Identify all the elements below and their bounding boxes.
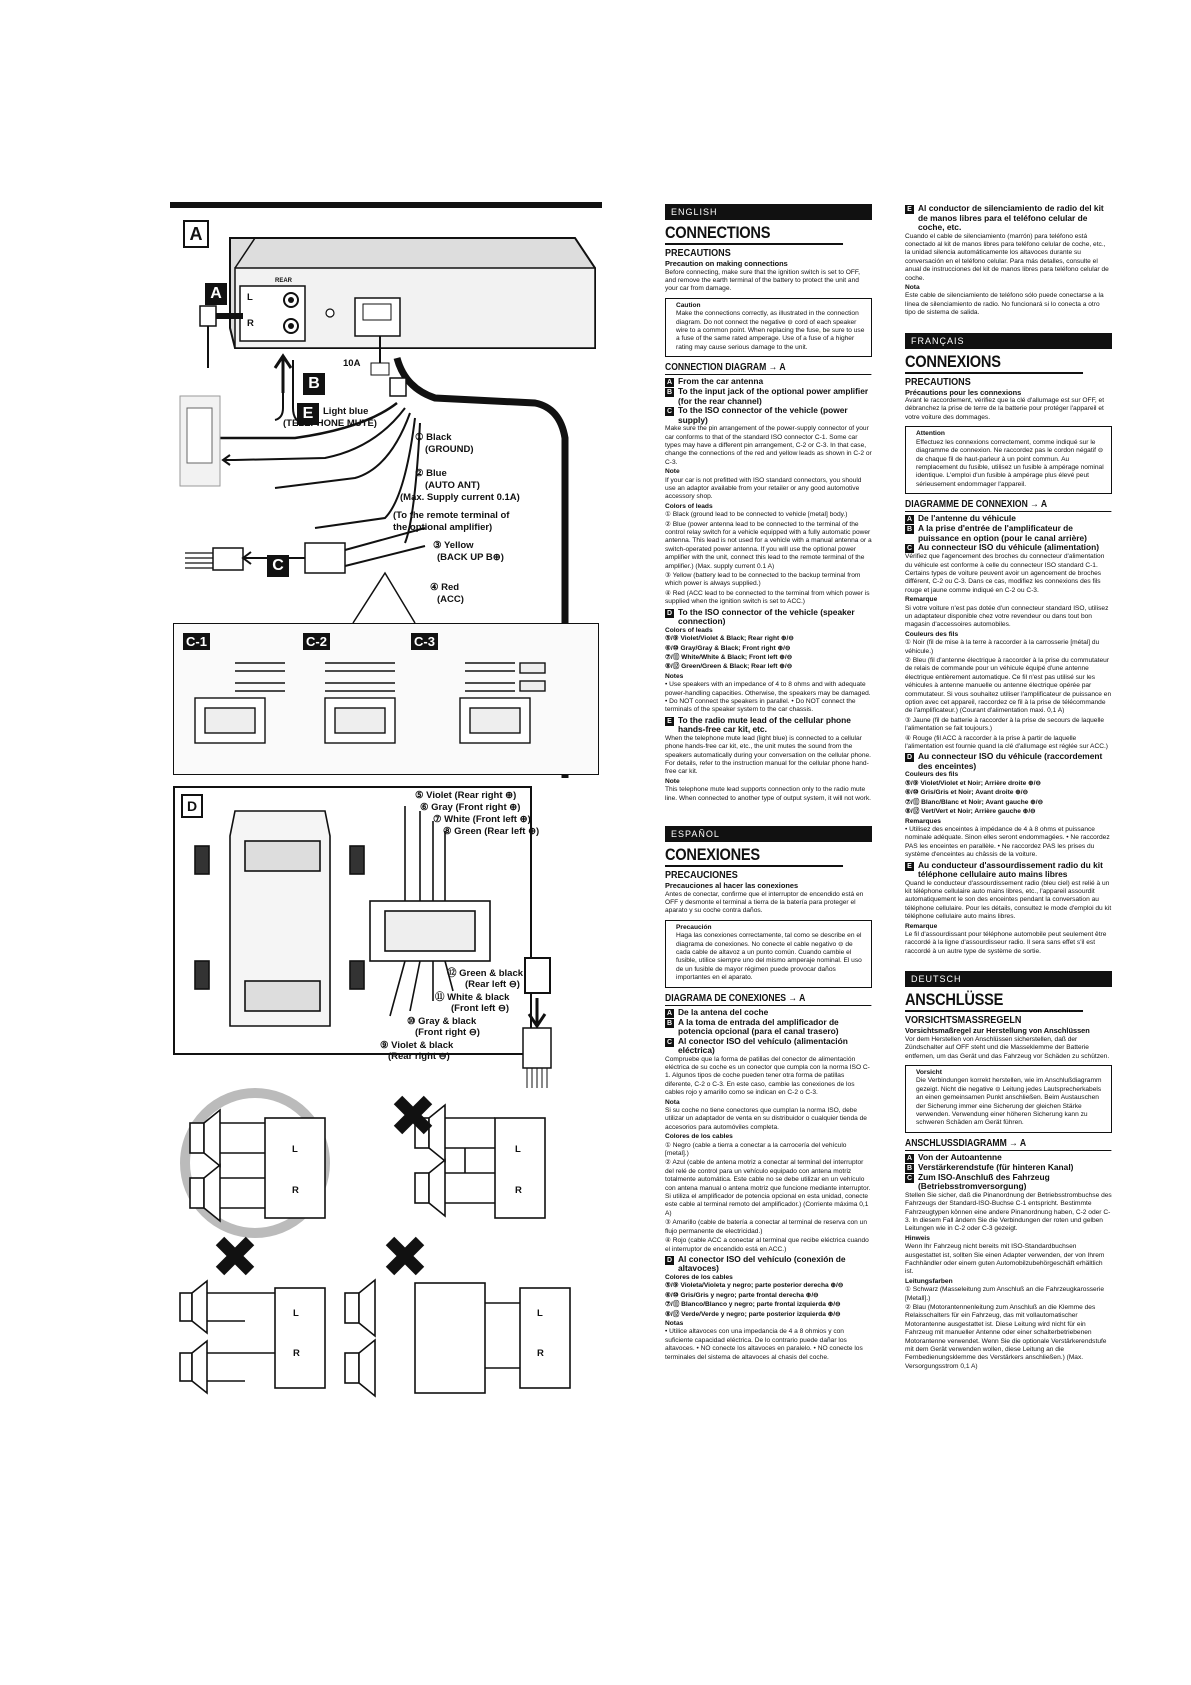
german-a-item: A Von der Autoantenne (906, 1151, 1002, 1162)
acc-label: (ACC) (437, 594, 464, 605)
french-caution-box (905, 426, 1112, 494)
l-label: L (247, 292, 253, 303)
spanish-precautions: PRECAUCIONES (665, 869, 738, 881)
white-black-label: ⑪ White & black (435, 992, 510, 1003)
spanish-notes: Notas (665, 1319, 684, 1327)
english-c-text: Make sure the pin arrangement of the power-supply connector of your car conforms to that of the standard ISO connector C-1. Some car types may have a different pin arrangement, C-2 or C-3. In that case, change the connections of the red and yellow leads as shown in C-2 or C-3. (665, 425, 872, 466)
french-lead-3: ③ Jaune (fil de batterie à raccorder à la prise de secours de laquelle l'alimentation se fait toujours.) (905, 716, 1105, 733)
spanish-colors: Colores de los cables (665, 1133, 733, 1141)
fuse-label: 10A (343, 358, 361, 369)
violet-black-label: ⑨ Violet & black (380, 1040, 454, 1051)
speaker-r-label-3: R (293, 1348, 300, 1359)
german-lead-2: ② Blau (Motorantennenleitung zum Anschluß an die Klemme des Relaisschalters für ein Fahrzeug, das mit vollautomatischer Motorantenne ausgestattet ist. Diese Leitung wird nicht für ein Fahrzeug mit manueller Antenne oder einer schalterbetriebenen Motorantenne verwendet. Wenn Sie die optionale Verstärkerendstufe mit dem Gerät verwenden wollen, diese Leitung an die Fernbedienungsklemme des Verstärkers anschließen.) (Max. Versorgungsstrom 0,1 A) (905, 1304, 1107, 1370)
english-notes-text: • Use speakers with an impedance of 4 to 8 ohms and with adequate power-handling capacities. Otherwise, the speakers may be damaged. • Do NOT connect the speakers in parallel. • Do NOT connect the terminals of the speaker system to the car chassis. (665, 681, 871, 714)
spanish-speaker-2: ⑥/⑩ Gris/Gris y negro; parte frontal derecha ⊕/⊖ (665, 1291, 819, 1299)
spanish-prec-text: Antes de conectar, confirme que el interruptor de encendido está en OFF y desmonte el terminal a tierra de la batería para proteger el aparato y su coche contra daños. (665, 890, 864, 915)
spanish-colors-2: Colores de los cables (665, 1273, 733, 1281)
french-lead-1: ① Noir (fil de mise à la terre à raccorder à la carrosserie [métal] du véhicule.) (905, 639, 1100, 655)
yellow-label: ③ Yellow (433, 540, 474, 551)
spanish-title: CONEXIONES (665, 846, 843, 867)
german-colors: Leitungsfarben (905, 1277, 953, 1285)
rear-label: REAR (275, 278, 293, 284)
french-note: Remarque (905, 596, 938, 604)
spanish-note: Nota (665, 1098, 680, 1106)
german-title: ANSCHLÜSSE (905, 991, 1083, 1012)
french-speaker-2: ⑥/⑩ Gris/Gris et Noir; Avant droite ⊕/⊖ (905, 789, 1029, 797)
white-front-left-label: ⑦ White (Front left ⊕) (433, 814, 531, 825)
german-precautions: VORSICHTSMASSREGELN (905, 1014, 1022, 1027)
english-colors-2: Colors of leads (665, 626, 713, 634)
french-lead-4: ④ Rouge (fil ACC à raccorder à la prise à partir de laquelle l'alimentation est fournie quand la clé d'allumage est réglée sur ACC.) (905, 734, 1109, 751)
gray-black-sub: (Front right ⊖) (415, 1027, 480, 1038)
marker-e-icon: E (297, 403, 319, 425)
black-label: ① Black (415, 432, 452, 443)
english-e-text: When the telephone mute lead (light blue) is connected to a cellular phone hands-free car kit, etc., the unit mutes the sound from the speakers automatically during your conversation on the cellular phone. For details, refer to the instruction manual for the cellular phone hand-free car kit. (665, 734, 871, 776)
english-lead-3: ③ Yellow (battery lead to be connected to the backup terminal from which power is always supplied.) (665, 572, 861, 588)
french-prec-sub: Précautions pour les connexions (905, 387, 1022, 397)
marker-c-icon: C (267, 555, 289, 577)
speaker-wiring-diagrams (175, 1088, 605, 1478)
c2-marker: C-2 (303, 633, 330, 650)
german-heading: DEUTSCH (905, 971, 1112, 987)
english-d-item: D To the ISO connector of the vehicle (speaker connection) (666, 606, 855, 627)
speaker-r-label-1: R (292, 1185, 299, 1196)
c-connectors-drawing (175, 623, 605, 778)
french-notes-text: • Utilisez des enceintes à impédance de 4 à 8 ohms et puissance nominale adéquate. Sinon elles seront endommagées. • Ne raccordez PAS les enceintes en parallèle. • Ne raccordez PAS les prises du système d'enceintes au châssis de la voiture. (905, 825, 1110, 859)
max-supply-label: (Max. Supply current 0.1A) (400, 492, 520, 503)
german-b-item: B Verstärkerendstufe (für hinteren Kanal) (906, 1161, 1074, 1172)
german-prec-text: Vor dem Herstellen von Anschlüssen sicherstellen, daß der Zündschalter auf OFF steht und die Masseklemme der Batterie entfernen, um das Gerät und das Fahrzeug vor Schäden zu schützen. (905, 1035, 1110, 1060)
spanish-e-item: E Al conductor de silenciamiento de radio del kit de manos libres para el teléfono celular de coche, etc. (905, 204, 1112, 233)
spanish-caution-text: Haga las conexiones correctamente, tal como se describe en el diagrama de conexiones. No conecte el cable negativo ⊖ de cada cable de altavoz a un punto común. Cuando cambie el fusible, utilice siempre uno del mismo amperaje nominal. El uso de un fusible de mayor régimen puede provocar daños importantes en el aparato. (676, 932, 862, 982)
english-e-item: E To the radio mute lead of the cellular phone hands-free car kit, etc. (665, 716, 872, 735)
english-prec-sub: Precaution on making connections (665, 259, 788, 268)
english-lead-4: ④ Red (ACC lead to be connected to the terminal from which power is supplied when the ignition switch is set to ACC.) (665, 589, 870, 606)
spanish-c-item: C Al conector ISO del vehículo (alimentación eléctrica) (666, 1035, 848, 1056)
ground-label: (GROUND) (425, 444, 474, 455)
french-lead-2: ② Bleu (fil d'antenne électrique à raccorder à la prise du commutateur de relais de commande pour un véhicule équipé d'une antenne électrique entièrement automatique. Ce fil n'est pas utilisé sur les véhicules à antenne manuelle ou antenne électrique opérée par commutateur. Si vous souhaitez utiliser l'amplificateur de puissance en option avec cet appareil, raccordez ce fil à la prise de télécommande de l'amplificateur.) (Courant d'alimentation maxi. 0,1 A) (905, 657, 1112, 715)
telephone-mute-label: (TELEPHONE MUTE) (283, 418, 377, 429)
violet-rear-right-label: ⑤ Violet (Rear right ⊕) (415, 790, 517, 801)
backup-label: (BACK UP B⊕) (437, 552, 504, 563)
green-rear-left-label: ⑧ Green (Rear left ⊕) (443, 826, 540, 837)
spanish-lead-1: ① Negro (cable a tierra a conectar a la carrocería del vehículo [metal].) (665, 1141, 847, 1158)
french-heading: FRANÇAIS (905, 333, 1112, 349)
c1-marker: C-1 (183, 633, 210, 650)
speaker-l-label-3: L (293, 1308, 299, 1319)
english-c-item: C To the ISO connector of the vehicle (power supply) (666, 405, 848, 425)
german-prec-sub: Vorsichtsmaßregel zur Herstellung von Anschlüssen (905, 1026, 1090, 1036)
spanish-caution-title: Precaución (676, 923, 712, 931)
diagram-panel (175, 198, 605, 1498)
english-caution-box (665, 298, 872, 357)
c3-marker: C-3 (411, 633, 438, 650)
french-a-item: A De l'antenne du véhicule (906, 513, 1016, 524)
english-a-item: A From the car antenna (666, 376, 764, 387)
french-speaker-3: ⑦/⑪ Blanc/Blanc et Noir; Avant gauche ⊕/⊖ (905, 798, 1044, 806)
english-note-2-text: This telephone mute lead supports connection only to the radio mute line. When connected to another type of output system, it will not work. (665, 786, 871, 802)
spanish-prec-sub: Precauciones al hacer las conexiones (665, 881, 799, 890)
french-colors: Couleurs des fils (905, 630, 959, 638)
marker-b-icon: B (303, 373, 325, 395)
english-notes: Notes (665, 672, 684, 680)
white-black-sub: (Front left ⊖) (451, 1003, 510, 1014)
french-diagram-title: DIAGRAMME DE CONNEXION → A (905, 499, 1111, 512)
german-lead-1: ① Schwarz (Masseleitung zum Anschluß an die Fahrzeugkarosserie [Metall].) (905, 1286, 1105, 1302)
marker-a-icon: A (205, 283, 227, 305)
french-note-2-text: Le fil d'assourdissant pour téléphone automobile peut seulement être raccordé à la ligne d'assourdisseur radio. Il sera sans effet s'il est raccordé à un autre type de système de sortie. (905, 930, 1107, 955)
spanish-lead-4: ④ Rojo (cable ACC a conectar al terminal que recibe eléctrica cuando el interruptor de encendido está en ACC.) (665, 1237, 869, 1253)
section-a-marker: A (183, 220, 209, 248)
french-speaker-1: ⑤/⑨ Violet/Violet et Noir; Arrière droite ⊕/⊖ (905, 779, 1041, 787)
french-speaker-4: ⑧/⑫ Vert/Vert et Noir; Arrière gauche ⊕/⊖ (905, 808, 1036, 816)
green-black-sub: (Rear left ⊖) (465, 979, 520, 990)
french-prec-text: Avant le raccordement, vérifiez que la clé d'allumage est sur OFF, et débranchez la prise de terre de la batterie pour protéger l'appareil et votre voiture des dommages. (905, 397, 1105, 421)
spanish-c-text: Compruebe que la forma de patillas del conector de alimentación eléctrica de su coche es un conector que cumpla con la norma ISO C-1. Algunos tipos de coche pueden tener otra forma de patillas diferente, C-2 o C-3. En este caso, cambie las conexiones de los cables rojo y amarillo como se indican en C-2 o C-3. (665, 1055, 870, 1097)
german-c-item: C Zum ISO-Anschluß des Fahrzeug (Betriebsstromversorgung) (906, 1171, 1050, 1192)
english-caution-title: Caution (676, 301, 701, 309)
speaker-r-label-4: R (537, 1348, 544, 1359)
german-diagram-title: ANSCHLUSSDIAGRAMM → A (905, 1138, 1111, 1151)
speaker-r-label-2: R (515, 1185, 522, 1196)
french-colors-2: Couleurs des fils (905, 771, 959, 779)
french-caution-text: Effectuez les connexions correctement, comme indiqué sur le diagramme de connexion. Ne raccordez pas le cordon négatif ⊖ de chaque fil de haut-parleur à un point commun. Au remplacement du fusible, utilisez un fusible à ampérage nominal identique. L'emploi d'un fusible à ampérage plus élevé peut sérieusement endommager l'appareil. (916, 438, 1104, 488)
gray-front-right-label: ⑥ Gray (Front right ⊕) (420, 802, 521, 813)
english-note: Note (665, 468, 680, 476)
english-speaker-3: ⑦/⑪ White/White & Black; Front left ⊕/⊖ (665, 653, 793, 661)
blue-label: ② Blue (415, 468, 447, 479)
spanish-speaker-3: ⑦/⑪ Blanco/Blanco y negro; parte frontal izquierda ⊕/⊖ (665, 1301, 841, 1309)
english-b-item: B To the input jack of the optional power amplifier (for the rear channel) (666, 386, 869, 406)
auto-ant-label: (AUTO ANT) (425, 480, 480, 491)
spanish-b-item: B A la toma de entrada del amplificador de potencia opcional (para el canal trasero) (666, 1016, 839, 1037)
french-c-item: C Au connecteur ISO du véhicule (alimentation) (906, 542, 1100, 553)
english-lead-1: ① Black (ground lead to be connected to vehicle [metal] body.) (665, 511, 848, 519)
french-note-2: Remarque (905, 922, 938, 930)
french-e-item: E Au conducteur d'assourdissement radio du kit téléphone cellulaire auto mains libres (905, 861, 1112, 880)
speaker-l-label-2: L (515, 1144, 521, 1155)
spanish-speaker-1: ⑤/⑨ Violeta/Violeta y negro; parte posterior derecha ⊕/⊖ (665, 1282, 844, 1290)
german-caution-text: Die Verbindungen korrekt herstellen, wie im Anschlußdiagramm gezeigt. Nicht die negative ⊖ Leitung jedes Lautsprecherkabels an einen gemeinsamen Punkt anschließen. Beim Austauschen der Sicherung immer eine Sicherung der gleichen Stärke verwenden. Verwendung einer höheren Sicherung kann zu schweren Schäden am Gerät führen. (916, 1077, 1102, 1127)
french-e-text: Quand le conducteur d'assourdissement radio (bleu ciel) est relié à un kit téléphone cellulaire auto mains libres, etc., l'appareil assourdit automatiquement le son des enceintes pendant la conversation au téléphone cellulaire. Pour les détails, consultez le mode d'emploi du kit téléphone cellulaire auto mains libres. (905, 879, 1112, 921)
german-note: Hinweis (905, 1234, 930, 1242)
german-note-text: Wenn Ihr Fahrzeug nicht bereits mit ISO-Standardbuchsen ausgestattet ist, sollten Sie einen Adapter verwenden, der von Ihrem Fachhändler oder einem guten Automobilzubehörgeschäft erhältlich ist. (905, 1243, 1105, 1276)
remote-label-1: (To the remote terminal of (393, 510, 510, 521)
spanish-speaker-4: ⑧/⑫ Verde/Verde y negro; parte posterior izquierda ⊕/⊖ (665, 1310, 841, 1318)
english-diagram-title: CONNECTION DIAGRAM → A (665, 362, 871, 375)
remote-label-2: the optional amplifier) (393, 522, 493, 533)
english-speaker-1: ⑤/⑨ Violet/Violet & Black; Rear right ⊕/⊖ (665, 635, 794, 643)
spanish-note-2: Nota (905, 283, 920, 291)
english-note-text: If your car is not prefitted with ISO standard connectors, you should use an adaptor available from your retailer or any good automotive accessory shop. (665, 476, 862, 501)
french-title: CONNEXIONS (905, 353, 1083, 374)
spanish-diagram-title: DIAGRAMA DE CONEXIONES → A (665, 993, 871, 1006)
french-precautions: PRECAUTIONS (905, 375, 971, 388)
french-c-text: Vérifiez que l'agencement des broches du connecteur d'alimentation du véhicule est conforme à celle du connecteur ISO standard C-1. Certains types de voiture peuvent avoir un agencement de broches différent, C-2 ou C-3. Dans ce cas, modifiez les connexions des fils rouge et jaune comme indiqué en C-2 ou C-3. (905, 553, 1105, 594)
english-heading: ENGLISH (665, 204, 872, 220)
english-colors: Colors of leads (665, 502, 713, 510)
german-caution-title: Vorsicht (916, 1068, 942, 1076)
spanish-french-german-column (905, 204, 1112, 1372)
english-spanish-column (665, 204, 872, 1363)
spanish-note-text: Si su coche no tiene conectores que cumplan la norma ISO, debe utilizar un adaptador de venta en su distribuidor o cualquier tienda de accesorios para automóviles completa. (665, 1107, 867, 1131)
english-prec-text: Before connecting, make sure that the ignition switch is set to OFF, and remove the earth terminal of the battery to protect the unit and your car from damage. (665, 268, 860, 293)
green-black-label: ⑫ Green & black (447, 968, 524, 979)
english-lead-2: ② Blue (power antenna lead to be connected to the terminal of the control relay switch for a vehicle equipped with a fully automatic power antenna. This lead is not used for a vehicle with a manual antenna or a switch-operated power antenna. If you will use the optional power amplifier with the unit, connect this lead to the remote terminal of the amplifier.) (Max. supply current 0.1 A) (665, 520, 872, 570)
french-notes: Remarques (905, 817, 941, 825)
light-blue-label: Light blue (323, 406, 369, 417)
spanish-note-2-text: Este cable de silenciamiento de teléfono sólo puede conectarse a la línea de silenciamiento de radio. No funcionará si lo conecta a otro tipo de sistema de salida. (905, 292, 1104, 317)
english-speaker-4: ⑧/⑫ Green/Green & Black; Rear left ⊕/⊖ (665, 663, 793, 671)
speaker-l-label-4: L (537, 1308, 543, 1319)
red-label: ④ Red (430, 582, 460, 593)
gray-black-label: ⑩ Gray & black (407, 1016, 477, 1027)
spanish-notes-text: • Utilice altavoces con una impedancia de 4 a 8 ohmios y con suficiente capacidad eléctrica. De lo contrario puede dañar los altavoces. • NO conecte los altavoces en paralelo. • NO conecte los terminales del sistema de altavoces al chasis del coche. (665, 1328, 863, 1361)
english-caution-text: Make the connections correctly, as illustrated in the connection diagram. Do not connect the negative ⊖ cord of each speaker wire to a common point. When replacing the fuse, be sure to use a fuse of the same rated amperage. Use of a fuse of a higher rating may cause serious damage to the unit. (676, 310, 865, 351)
spanish-a-item: A De la antena del coche (666, 1006, 769, 1017)
german-caution-box (905, 1065, 1112, 1133)
violet-black-sub: (Rear right ⊖) (388, 1051, 450, 1062)
speaker-l-label-1: L (292, 1144, 298, 1155)
french-note-text: Si votre voiture n'est pas dotée d'un connecteur standard ISO, utilisez un adaptateur disponible chez votre revendeur ou dans tout bon magasin d'accessoires automobiles. (905, 604, 1109, 629)
spanish-e-text: Cuando el cable de silenciamiento (marrón) para teléfono está conectado al kit de manos libres para teléfono celular de coche, etc., la unidad silencia automáticamente los altavoces durante su conversación en el teléfono celular. Para más detalles, consulte el anual de instrucciones del kit de manos libres para teléfono celular de coche. (905, 232, 1109, 282)
english-speaker-2: ⑥/⑩ Gray/Gray & Black; Front right ⊕/⊖ (665, 644, 791, 652)
spanish-heading: ESPAÑOL (665, 826, 872, 842)
spanish-caution-box (665, 920, 872, 988)
spanish-d-item: D Al conector ISO del vehículo (conexión de altavoces) (666, 1253, 846, 1274)
french-caution-title: Attention (916, 430, 945, 438)
section-d-marker: D (181, 794, 203, 818)
iso-plug-drawing (505, 938, 565, 1098)
spanish-lead-3: ③ Amarillo (cable de batería a conectar al terminal de reserva con un flujo permanente de electricidad.) (665, 1219, 867, 1235)
english-note-2: Note (665, 777, 680, 785)
english-title: CONNECTIONS (665, 224, 843, 245)
r-label: R (247, 318, 254, 329)
french-b-item: B A la prise d'entrée de l'amplificateur de puissance en option (pour le canal arrière) (906, 523, 1087, 543)
german-c-text: Stellen Sie sicher, daß die Pinanordnung der Betriebsstrombuchse des Fahrzeugs der Standard-ISO-Buchse C-1 entspricht. Bestimmte Fahrzeugtypen können eine andere Pinanordnung haben, C-2 oder C-3. In diesem Fall ändern Sie die Verbindungen der roten und gelben Leitungen wie in C-2 oder C-3 gezeigt. (905, 1191, 1112, 1233)
french-d-item: D Au connecteur ISO du véhicule (raccordement des enceintes) (906, 751, 1103, 771)
spanish-lead-2: ② Azul (cable de antena motriz a conectar al terminal del interruptor del relé de control para un vehículo equipado con antena motriz totalmente automática. Este cable no se debe utilizar en un vehículo con antena manual o antena motriz que funcione mediante interruptor. Si utiliza el amplificador de potencia opcional en esta unidad, conecte este cable al terminal remoto del amplificador.) (Corriente máxima 0,1 A) (665, 1159, 871, 1217)
english-precautions: PRECAUTIONS (665, 247, 731, 259)
